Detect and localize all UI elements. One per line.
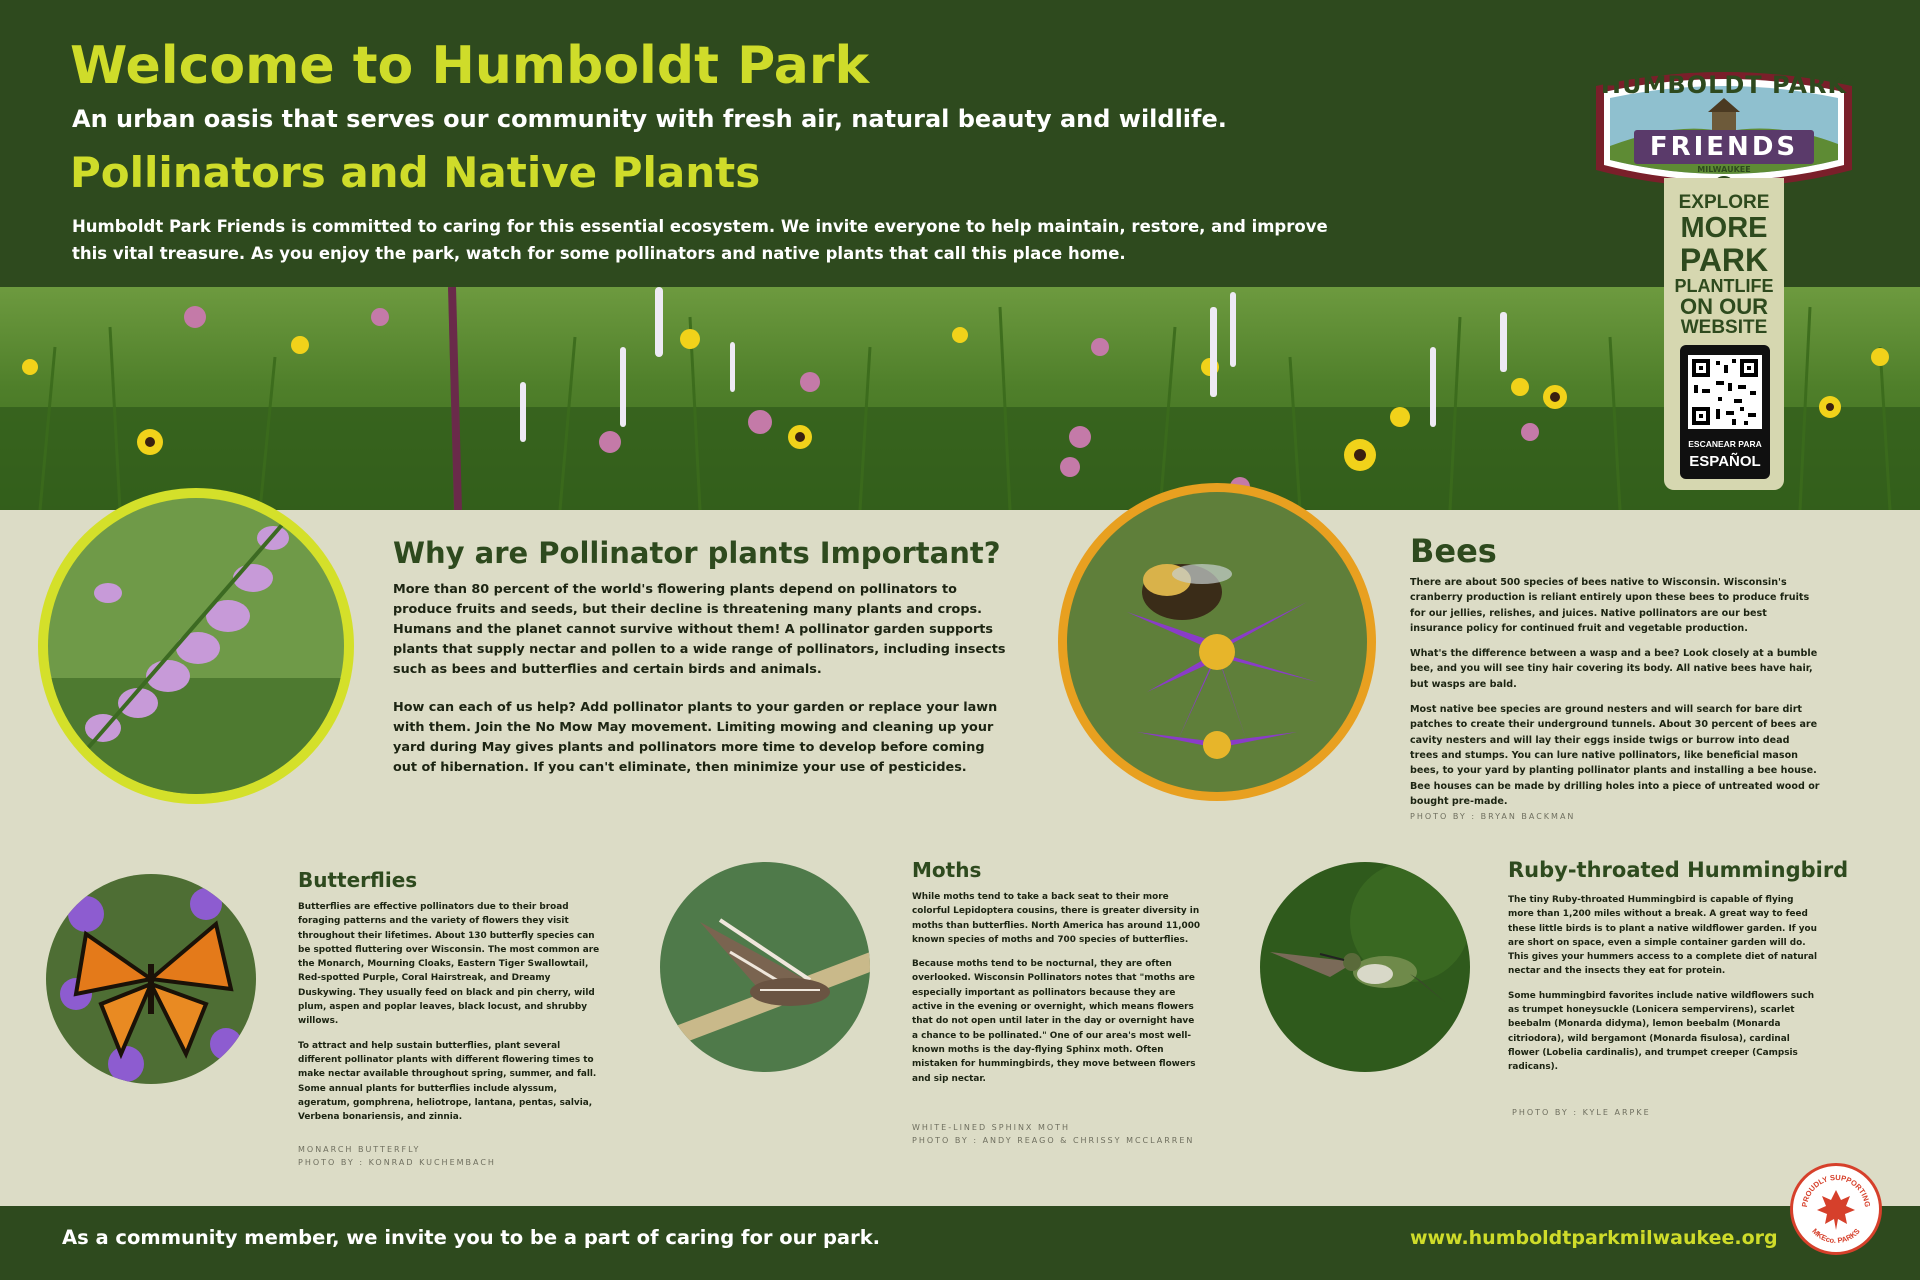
qr-caption-1: ESCANEAR PARA xyxy=(1688,439,1762,449)
penstemon-photo xyxy=(48,498,344,794)
intro-text: Humboldt Park Friends is committed to caring for this essential ecosystem. We invite everyone to help maintain, restore, and improve this vital treasure. As you enjoy the park, watch for some pollinators and native plants that call this place home. xyxy=(72,217,1328,263)
bee-photo-ring xyxy=(1058,483,1376,801)
bees-paragraph-1: There are about 500 species of bees native to Wisconsin. Wisconsin's cranberry production is reliant entirely upon these bees to produce fruits for our jellies, relishes, and juices. Native pollinators are our best insurance policy for continued fruit and vegetable production. xyxy=(1410,577,1810,634)
hummingbird-photo-credit: PHOTO BY : KYLE ARPKE xyxy=(1512,1108,1651,1117)
butterflies-paragraph-1: Butterflies are effective pollinators due to their broad foraging patterns and the variety of flowers they visit throughout their lifetimes. About 130 butterfly species can be spotted fluttering over Wisconsin. The most common are the Monarch, Mourning Cloaks, Eastern Tiger Swallowtail, Red-spotted Purple, Coral Hairstreak, and Dreamy Duskywing. They usually feed on black and pin cherry, wild plum, aspen and poplar leaves, black locust, and shrubby willows. xyxy=(298,902,600,1027)
bees-photo-credit: PHOTO BY : BRYAN BACKMAN xyxy=(1410,812,1576,821)
penstemon-photo-ring xyxy=(38,488,354,804)
section-title: Pollinators and Native Plants xyxy=(70,148,761,197)
stamp-bottom-text: MKEco. PARKS xyxy=(1810,1226,1862,1246)
monarch-photo xyxy=(46,874,256,1084)
bees-body xyxy=(1410,575,1820,819)
moths-paragraph-2: Because moths tend to be nocturnal, they are often overlooked. Wisconsin Pollinators notes that "moths are especially important as pollinators because they are active in the evening or overnight, which means flowers that do not open until later in the day or overnight have a chance to be pollinated." One of our area's most well-known moths is the day-flying Sphinx moth. Often mistaken for hummingbirds, they move between flowers and sip nectar. xyxy=(912,959,1196,1084)
why-title: Why are Pollinator plants Important? xyxy=(393,536,1001,570)
sign-line-2: MORE xyxy=(1680,212,1768,244)
hummingbird-title: Ruby-throated Hummingbird xyxy=(1508,858,1849,882)
moths-title: Moths xyxy=(912,858,982,882)
humboldt-park-friends-logo xyxy=(1588,66,1860,196)
hummingbird-paragraph-2: Some hummingbird favorites include native wildflowers such as trumpet honeysuckle (Lonicera sempervirens), scarlet beebalm (Monarda didyma), lemon beebalm (Monarda citriodora), wild bergamont (Monarda fisulosa), cardinal flower (Lobelia cardinalis), and trumpet creeper (Campsis radicans). xyxy=(1508,990,1815,1073)
butterflies-body xyxy=(298,900,602,1134)
sign-line-6: WEBSITE xyxy=(1680,317,1768,338)
moths-photo-credit: PHOTO BY : ANDY REAGO & CHRISSY MCCLARREN xyxy=(912,1136,1195,1145)
page-title: Welcome to Humboldt Park xyxy=(70,36,870,96)
mke-parks-stamp xyxy=(1790,1163,1882,1255)
butterflies-caption: MONARCH BUTTERFLY xyxy=(298,1145,421,1154)
oak-leaf-icon xyxy=(1817,1190,1855,1230)
sphinx-moth-photo xyxy=(660,862,870,1072)
bees-paragraph-3: Most native bee species are ground nesters and will search for bare dirt patches to create their underground tunnels. About 30 percent of bees are cavity nesters and will lay their eggs inside twigs or burrow into dead trees and stumps. You can lure native pollinators, like beneficial mason bees, to your yard by planting pollinator plants and installing a bee house. Bee houses can be made by drilling holes into a piece of untreated wood or bought pre-made. xyxy=(1410,704,1820,807)
stamp-top-text: PROUDLY SUPPORTING xyxy=(1800,1172,1873,1208)
meadow-photo xyxy=(0,287,1920,510)
meadow-illustration xyxy=(0,287,1920,510)
sign-line-4: PLANTLIFE xyxy=(1674,276,1774,296)
moths-paragraph-1: While moths tend to take a back seat to their more colorful Lepidoptera cousins, there is greater diversity in moths than butterflies. North America has around 11,000 known species of moths and 700 species of butterflies. xyxy=(912,892,1201,945)
sign-line-5: ON OUR xyxy=(1680,294,1768,319)
qr-code[interactable] xyxy=(1680,345,1770,479)
logo-bottom-text: FRIENDS xyxy=(1649,132,1799,162)
qr-pattern xyxy=(1688,355,1762,429)
page-subtitle: An urban oasis that serves our community with fresh air, natural beauty and wildlife. xyxy=(72,105,1227,133)
hummingbird-photo xyxy=(1260,862,1470,1072)
moths-body xyxy=(912,890,1202,1096)
why-body xyxy=(393,580,1013,788)
footer-website-link[interactable]: www.humboldtparkmilwaukee.org xyxy=(1410,1227,1778,1249)
qr-caption-2: ESPAÑOL xyxy=(1689,453,1761,470)
footer-message: As a community member, we invite you to be a part of caring for our park. xyxy=(62,1226,881,1249)
why-paragraph-2: How can each of us help? Add pollinator plants to your garden or replace your lawn with them. Join the No Mow May movement. Limiting mowing and cleaning up your yard during May gives plants and pollinators more time to develop before coming out of hibernation. If you can't eliminate, then minimize your use of pesticides. xyxy=(393,700,998,775)
bees-paragraph-2: What's the difference between a wasp and a bee? Look closely at a bumble bee, and you will see tiny hair covering its body. All native bees have hair, but wasps are bald. xyxy=(1410,648,1818,690)
hummingbird-body xyxy=(1508,893,1818,1085)
stamp-ring-text xyxy=(1793,1166,1879,1252)
sign-line-3: PARK xyxy=(1679,242,1769,278)
hummingbird-paragraph-1: The tiny Ruby-throated Hummingbird is capable of flying more than 1,200 miles without a break. A great way to feed these little birds is to plant a native wildflower garden. If you are short on space, even a simple container garden will do. This gives your hummers access to a complete diet of natural nectar and the insects they eat for protein. xyxy=(1508,895,1818,977)
bees-title: Bees xyxy=(1410,532,1497,570)
sign-line-1: EXPLORE xyxy=(1678,192,1770,213)
butterflies-photo-credit: PHOTO BY : KONRAD KUCHEMBACH xyxy=(298,1158,496,1167)
why-paragraph-1: More than 80 percent of the world's flowering plants depend on pollinators to produce fruits and seeds, but their decline is threatening many plants and crops. Humans and the planet cannot survive without them! A pollinator garden supports plants that supply nectar and pollen to a wide range of pollinators, including insects such as bees and butterflies and certain birds and animals. xyxy=(393,582,1006,677)
logo-city: MILWAUKEE xyxy=(1697,165,1751,174)
butterflies-title: Butterflies xyxy=(298,868,418,892)
moths-caption: WHITE-LINED SPHINX MOTH xyxy=(912,1123,1071,1132)
butterflies-paragraph-2: To attract and help sustain butterflies, plant several different pollinator plants with different flowering times to make nectar available throughout spring, summer, and fall. Some annual plants for butterflies include alyssum, ageratum, gomphrena, heliotrope, lantana, pentas, salvia, Verbena bonariensis, and zinnia. xyxy=(298,1040,597,1123)
logo-top-text: HUMBOLDT PARK xyxy=(1600,71,1848,99)
bee-photo xyxy=(1067,492,1367,792)
